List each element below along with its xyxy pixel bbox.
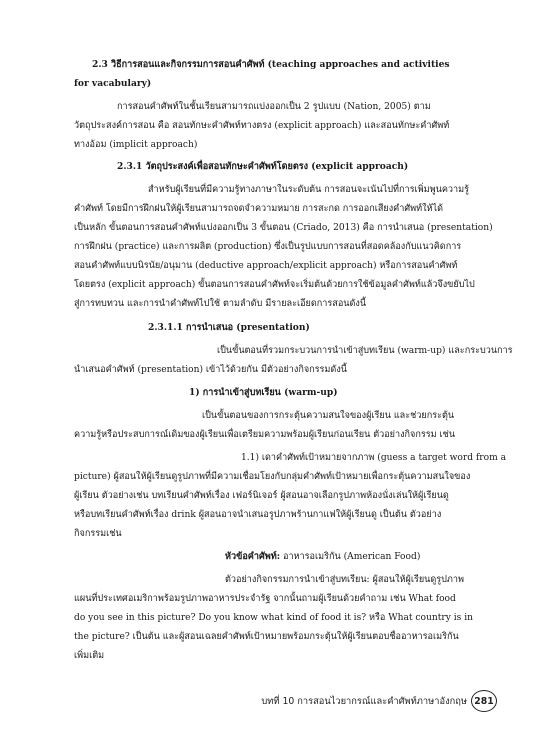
section-heading-2-3-line2: for vacabulary) [74, 78, 152, 89]
paragraph-line: นำเสนอคำศัพท์ (presentation) เข้าไว้ด้วยกัน มีตัวอย่างกิจกรรมดังนี้ [74, 365, 347, 375]
vocabulary-topic-value: อาหารอเมริกัน (American Food) [280, 552, 421, 562]
vocabulary-topic-label: หัวข้อคำศัพท์: [225, 551, 281, 562]
paragraph-line: the picture? เป็นต้น และผู้สอนเฉลยคำศัพท์เป้าหมายพร้อมกระตุ้นให้ผู้เรียนตอบชื่ออาหารอเมริกัน [74, 632, 459, 642]
paragraph-line: เป็นหลัก ขั้นตอนการสอนคำศัพท์แบ่งออกเป็น 3 ขั้นตอน (Criado, 2013) คือ การนำเสนอ (presentation) [74, 223, 493, 233]
paragraph-line: เป็นขั้นตอนของการกระตุ้นความสนใจของผู้เรียน และช่วยกระตุ้น [202, 411, 455, 421]
paragraph-line: สำหรับผู้เรียนที่มีความรู้ทางภาษาในระดับต้น การสอนจะเน้นไปที่การเพิ่มพูนความรู้ [148, 185, 469, 195]
subheading-warm-up: 1) การนำเข้าสู่บทเรียน (warm-up) [189, 387, 338, 398]
section-heading-2-3-line1: 2.3 วิธีการสอนและกิจกรรมการสอนคำศัพท์ (teaching approaches and activities [92, 59, 450, 70]
paragraph-line: สอนคำศัพท์แบบนิรนัย/อนุมาน (deductive approach/explicit approach) หรือการสอนคำศัพท์ [74, 261, 458, 271]
chapter-title: บทที่ 10 การสอนไวยากรณ์และคำศัพท์ภาษาอังกฤษ [261, 695, 467, 707]
page-footer [261, 690, 497, 712]
paragraph-line: เป็นขั้นตอนที่รวมกระบวนการนำเข้าสู่บทเรียน (warm-up) และกระบวนการ [217, 346, 513, 356]
intro-line: ทางอ้อม (implicit approach) [74, 140, 198, 150]
paragraph-line: หรือบทเรียนคำศัพท์เรื่อง drink ผู้สอนอาจนำเสนอรูปภาพร้านกาแฟให้ผู้เรียนดู เป็นต้น ตัวอย่าง [74, 510, 442, 520]
paragraph-line: ความรู้หรือประสบการณ์เดิมของผู้เรียนเพื่อเตรียมความพร้อมผู้เรียนก่อนเรียน ตัวอย่างกิจกรรม เช่น [74, 430, 456, 440]
section-heading-2-3-1-1: 2.3.1.1 การนำเสนอ (presentation) [148, 322, 310, 333]
paragraph-line: การฝึกฝน (practice) และการผลิต (production) ซึ่งเป็นรูปแบบการสอนที่สอดคล้องกับแนวคิดการ [74, 242, 462, 252]
paragraph-line: โดยตรง (explicit approach) ขั้นตอนการสอนคำศัพท์จะเริ่มต้นด้วยการใช้ข้อมูลคำศัพท์แล้วจึงขยับไป [74, 280, 475, 290]
intro-line: วัตถุประสงค์การสอน คือ สอนทักษะคำศัพท์ทางตรง (explicit approach) และสอนทักษะคำศัพท์ [74, 121, 450, 131]
paragraph-line: do you see in this picture? Do you know what kind of food it is? หรือ What country is in [74, 613, 473, 623]
intro-line: การสอนคำศัพท์ในชั้นเรียนสามารถแบ่งออกเป็น 2 รูปแบบ (Nation, 2005) ตาม [117, 102, 431, 112]
page-number: 281 [471, 690, 497, 712]
paragraph-line: แผนที่ประเทศอเมริกาพร้อมรูปภาพอาหารประจำรัฐ จากนั้นถามผู้เรียนด้วยคำถาม เช่น What food [74, 594, 456, 604]
paragraph-line: สู่การทบทวน และการนำคำศัพท์ไปใช้ ตามลำดับ มีรายละเอียดการสอนดังนี้ [74, 299, 367, 309]
vocabulary-topic [225, 551, 420, 563]
paragraph-line: คำศัพท์ โดยมีการฝึกฝนให้ผู้เรียนสามารถจดจำความหมาย การสะกด การออกเสียงคำศัพท์ให้ได้ [74, 204, 444, 214]
paragraph-line: กิจกรรมเช่น [74, 529, 122, 539]
paragraph-line: ตัวอย่างกิจกรรมการนำเข้าสู่บทเรียน: ผู้สอนให้ผู้เรียนดูรูปภาพ [225, 575, 465, 585]
paragraph-line: เพิ่มเติม [74, 651, 105, 661]
section-heading-2-3-1: 2.3.1 วัตถุประสงค์เพื่อสอนทักษะคำศัพท์โดยตรง (explicit approach) [117, 161, 409, 172]
paragraph-line: 1.1) เดาคำศัพท์เป้าหมายจากภาพ (guess a target word from a [241, 453, 507, 463]
paragraph-line: picture) ผู้สอนให้ผู้เรียนดูรูปภาพที่มีความเชื่อมโยงกับกลุ่มคำศัพท์เป้าหมายเพื่อกระตุ้นความสนใจของ [74, 472, 471, 482]
paragraph-line: ผู้เรียน ตัวอย่างเช่น บทเรียนคำศัพท์เรื่อง เฟอร์นิเจอร์ ผู้สอนอาจเลือกรูปภาพห้องนั่งเล่นให้ผู้เรียนดู [74, 491, 449, 501]
